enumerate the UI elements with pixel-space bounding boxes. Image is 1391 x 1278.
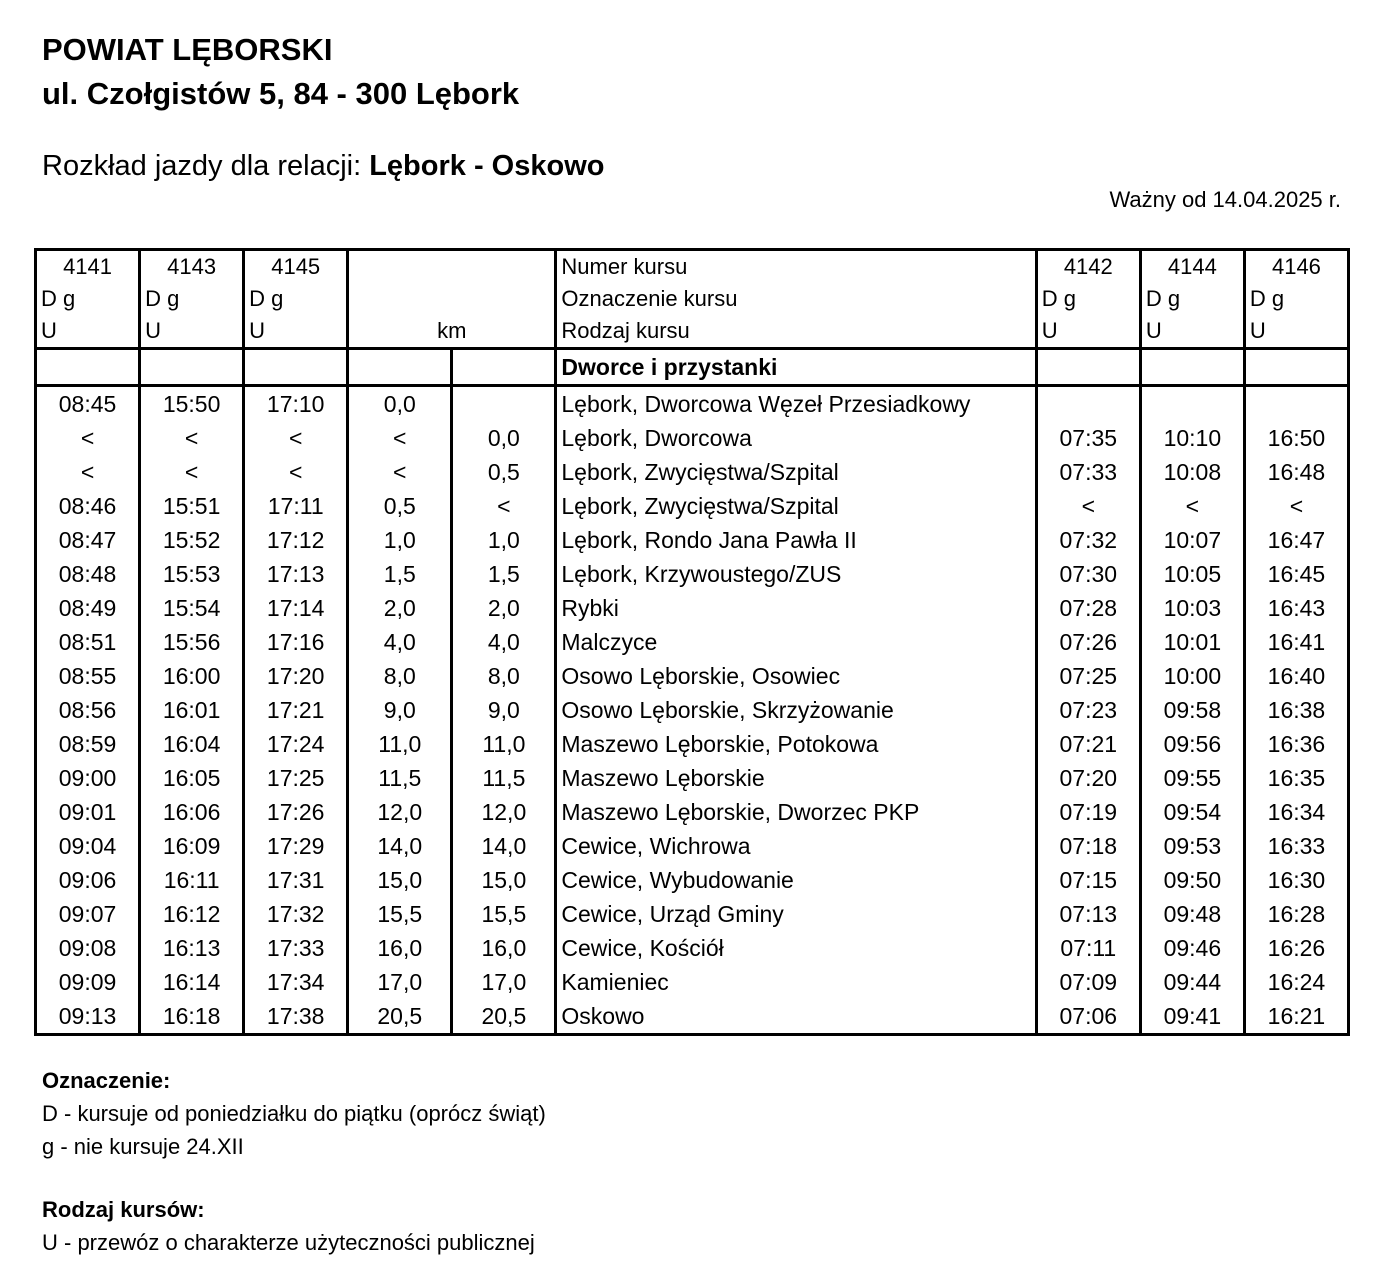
departure-time: 16:09 [140, 829, 244, 863]
table-row [36, 897, 1349, 931]
stop-name: Cewice, Kościół [556, 931, 1036, 965]
return-time: 07:23 [1036, 693, 1140, 727]
return-time: 16:43 [1244, 591, 1348, 625]
route-prefix: Rozkład jazdy dla relacji: [42, 150, 370, 182]
km-value: 4,0 [348, 625, 452, 659]
table-row [36, 455, 1349, 489]
km-value: 11,5 [452, 761, 556, 795]
departure-time: 16:01 [140, 693, 244, 727]
return-time: 09:50 [1140, 863, 1244, 897]
return-time: 07:20 [1036, 761, 1140, 795]
return-time: 16:33 [1244, 829, 1348, 863]
departure-time: 16:00 [140, 659, 244, 693]
departure-time: 08:56 [36, 693, 140, 727]
departure-time: 17:12 [244, 523, 348, 557]
departure-time: < [36, 455, 140, 489]
stop-name: Lębork, Rondo Jana Pawła II [556, 523, 1036, 557]
stop-name: Lębork, Dworcowa [556, 421, 1036, 455]
departure-time: 08:45 [36, 386, 140, 422]
km-value: 17,0 [348, 965, 452, 999]
return-time: 09:53 [1140, 829, 1244, 863]
table-row [36, 931, 1349, 965]
km-header-blank [348, 250, 556, 284]
return-time: 09:41 [1140, 999, 1244, 1035]
table-row [36, 625, 1349, 659]
stop-name: Maszewo Lęborskie, Potokowa [556, 727, 1036, 761]
stop-name: Oskowo [556, 999, 1036, 1035]
table-row [36, 386, 1349, 422]
departure-time: 16:14 [140, 965, 244, 999]
departure-time: 08:51 [36, 625, 140, 659]
departure-time: 15:50 [140, 386, 244, 422]
course-kind: U [244, 315, 348, 349]
return-time: 10:03 [1140, 591, 1244, 625]
return-time: 16:41 [1244, 625, 1348, 659]
km-value: 4,0 [452, 625, 556, 659]
return-time: 16:28 [1244, 897, 1348, 931]
course-marking: D g [1036, 283, 1140, 315]
course-marking: D g [1244, 283, 1348, 315]
return-time: 07:15 [1036, 863, 1140, 897]
return-time: 07:13 [1036, 897, 1140, 931]
row-course-marking [36, 283, 1349, 315]
return-time: 16:45 [1244, 557, 1348, 591]
return-time: 16:36 [1244, 727, 1348, 761]
return-time: 09:55 [1140, 761, 1244, 795]
return-time: 07:32 [1036, 523, 1140, 557]
stop-name: Kamieniec [556, 965, 1036, 999]
course-kind: U [1244, 315, 1348, 349]
departure-time: 17:34 [244, 965, 348, 999]
km-value: 0,0 [452, 421, 556, 455]
return-time: 16:34 [1244, 795, 1348, 829]
km-value: 2,0 [348, 591, 452, 625]
departure-time: 17:16 [244, 625, 348, 659]
return-time: 09:58 [1140, 693, 1244, 727]
departure-time: 17:14 [244, 591, 348, 625]
return-time: 09:46 [1140, 931, 1244, 965]
return-time: 07:35 [1036, 421, 1140, 455]
row-stops-header [36, 349, 1349, 386]
departure-time: 09:13 [36, 999, 140, 1035]
km-value: 1,0 [452, 523, 556, 557]
departure-time: 15:56 [140, 625, 244, 659]
course-number: 4144 [1140, 250, 1244, 284]
return-time: 09:56 [1140, 727, 1244, 761]
departure-time: 09:01 [36, 795, 140, 829]
departure-time: 09:07 [36, 897, 140, 931]
km-value: 11,5 [348, 761, 452, 795]
return-time: 07:26 [1036, 625, 1140, 659]
km-value: 11,0 [452, 727, 556, 761]
return-time: 07:25 [1036, 659, 1140, 693]
km-value: < [348, 455, 452, 489]
return-time: 10:07 [1140, 523, 1244, 557]
table-row [36, 693, 1349, 727]
km-value: 14,0 [348, 829, 452, 863]
course-number: 4146 [1244, 250, 1348, 284]
km-value: 1,5 [348, 557, 452, 591]
return-time: 16:40 [1244, 659, 1348, 693]
course-kind: U [1140, 315, 1244, 349]
table-row [36, 489, 1349, 523]
return-time [1036, 386, 1140, 422]
legend-marking-item: D - kursuje od poniedziałku do piątku (oprócz świąt) [42, 1101, 546, 1126]
table-row [36, 965, 1349, 999]
km-value: 15,5 [348, 897, 452, 931]
return-time: 09:48 [1140, 897, 1244, 931]
valid-from: Ważny od 14.04.2025 r. [1109, 187, 1341, 212]
departure-time: 17:31 [244, 863, 348, 897]
return-time: 16:47 [1244, 523, 1348, 557]
return-time: 07:28 [1036, 591, 1140, 625]
departure-time: 15:54 [140, 591, 244, 625]
return-time: < [1140, 489, 1244, 523]
org-header [42, 28, 519, 116]
return-time: 10:10 [1140, 421, 1244, 455]
km-value: 12,0 [348, 795, 452, 829]
return-time: 07:18 [1036, 829, 1140, 863]
departure-time: 15:52 [140, 523, 244, 557]
legend-marking-title: Oznaczenie: [42, 1068, 171, 1093]
departure-time: 08:55 [36, 659, 140, 693]
departure-time: < [140, 421, 244, 455]
return-time: 07:06 [1036, 999, 1140, 1035]
departure-time: < [140, 455, 244, 489]
return-time: 07:19 [1036, 795, 1140, 829]
km-value: 11,0 [348, 727, 452, 761]
departure-time: 08:48 [36, 557, 140, 591]
km-value: 17,0 [452, 965, 556, 999]
departure-time: 17:26 [244, 795, 348, 829]
km-value: < [452, 489, 556, 523]
table-row [36, 557, 1349, 591]
departure-time: 17:10 [244, 386, 348, 422]
stop-name: Lębork, Zwycięstwa/Szpital [556, 455, 1036, 489]
return-time: 16:26 [1244, 931, 1348, 965]
table-row [36, 761, 1349, 795]
table-row [36, 999, 1349, 1035]
stop-name: Maszewo Lęborskie [556, 761, 1036, 795]
return-time: 07:09 [1036, 965, 1140, 999]
departure-time: < [244, 455, 348, 489]
return-time: 07:11 [1036, 931, 1140, 965]
return-time: 16:35 [1244, 761, 1348, 795]
km-label: km [348, 315, 556, 349]
departure-time: < [36, 421, 140, 455]
departure-time: 17:29 [244, 829, 348, 863]
return-time: 16:38 [1244, 693, 1348, 727]
km-value: 15,0 [348, 863, 452, 897]
legend-kind-title: Rodzaj kursów: [42, 1197, 205, 1222]
departure-time: 09:08 [36, 931, 140, 965]
return-time [1140, 386, 1244, 422]
course-marking: D g [36, 283, 140, 315]
course-marking: D g [1140, 283, 1244, 315]
course-number: 4142 [1036, 250, 1140, 284]
course-number: 4145 [244, 250, 348, 284]
label-course-number: Numer kursu [556, 250, 1036, 284]
km-value: 8,0 [452, 659, 556, 693]
table-row [36, 795, 1349, 829]
stops-header: Dworce i przystanki [556, 349, 1036, 386]
row-course-number [36, 250, 1349, 284]
km-value: 12,0 [452, 795, 556, 829]
departure-time: 09:09 [36, 965, 140, 999]
timetable [34, 248, 1350, 1036]
km-value: 15,5 [452, 897, 556, 931]
course-number: 4141 [36, 250, 140, 284]
table-row [36, 659, 1349, 693]
course-marking: D g [244, 283, 348, 315]
km-value: 16,0 [452, 931, 556, 965]
departure-time: 17:20 [244, 659, 348, 693]
km-value: 9,0 [452, 693, 556, 727]
departure-time: 16:04 [140, 727, 244, 761]
stop-name: Maszewo Lęborskie, Dworzec PKP [556, 795, 1036, 829]
departure-time: 16:06 [140, 795, 244, 829]
return-time: 09:44 [1140, 965, 1244, 999]
table-row [36, 863, 1349, 897]
course-kind: U [36, 315, 140, 349]
departure-time: 09:00 [36, 761, 140, 795]
course-marking: D g [140, 283, 244, 315]
km-value: 0,5 [348, 489, 452, 523]
km-value: 8,0 [348, 659, 452, 693]
km-value: < [348, 421, 452, 455]
km-value: 14,0 [452, 829, 556, 863]
stop-name: Osowo Lęborskie, Skrzyżowanie [556, 693, 1036, 727]
stop-name: Lębork, Krzywoustego/ZUS [556, 557, 1036, 591]
stop-name: Osowo Lęborskie, Osowiec [556, 659, 1036, 693]
return-time: 10:01 [1140, 625, 1244, 659]
return-time: 10:08 [1140, 455, 1244, 489]
stop-name: Cewice, Urząd Gminy [556, 897, 1036, 931]
departure-time: 17:25 [244, 761, 348, 795]
table-row [36, 829, 1349, 863]
departure-time: 08:46 [36, 489, 140, 523]
return-time: 10:05 [1140, 557, 1244, 591]
course-kind: U [1036, 315, 1140, 349]
return-time: < [1244, 489, 1348, 523]
km-value: 1,5 [452, 557, 556, 591]
course-kind: U [140, 315, 244, 349]
km-value: 9,0 [348, 693, 452, 727]
stop-name: Lębork, Dworcowa Węzeł Przesiadkowy [556, 386, 1036, 422]
departure-time: 17:33 [244, 931, 348, 965]
return-time: 16:21 [1244, 999, 1348, 1035]
table-row [36, 523, 1349, 557]
km-value: 2,0 [452, 591, 556, 625]
table-row [36, 591, 1349, 625]
departure-time: 15:51 [140, 489, 244, 523]
return-time: 07:30 [1036, 557, 1140, 591]
departure-time: 17:11 [244, 489, 348, 523]
departure-time: 17:24 [244, 727, 348, 761]
departure-time: 16:18 [140, 999, 244, 1035]
legend-kind-item: U - przewóz o charakterze użyteczności publicznej [42, 1230, 535, 1255]
km-value: 0,0 [348, 386, 452, 422]
departure-time: 09:04 [36, 829, 140, 863]
row-course-kind [36, 315, 1349, 349]
return-time: < [1036, 489, 1140, 523]
org-address: ul. Czołgistów 5, 84 - 300 Lębork [42, 76, 520, 111]
departure-time: 08:47 [36, 523, 140, 557]
return-time: 16:24 [1244, 965, 1348, 999]
departure-time: 16:13 [140, 931, 244, 965]
stop-name: Rybki [556, 591, 1036, 625]
route-title [42, 148, 604, 184]
departure-time: 09:06 [36, 863, 140, 897]
departure-time: 16:05 [140, 761, 244, 795]
departure-time: 17:13 [244, 557, 348, 591]
km-value: 20,5 [348, 999, 452, 1035]
departure-time: 16:11 [140, 863, 244, 897]
course-number: 4143 [140, 250, 244, 284]
return-time: 16:48 [1244, 455, 1348, 489]
route-name: Lębork - Oskowo [369, 150, 605, 182]
stop-name: Cewice, Wichrowa [556, 829, 1036, 863]
label-course-kind: Rodzaj kursu [556, 315, 1036, 349]
km-value [452, 386, 556, 422]
return-time: 07:21 [1036, 727, 1140, 761]
km-value: 0,5 [452, 455, 556, 489]
return-time: 16:50 [1244, 421, 1348, 455]
return-time: 07:33 [1036, 455, 1140, 489]
return-time: 10:00 [1140, 659, 1244, 693]
departure-time: < [244, 421, 348, 455]
departure-time: 08:49 [36, 591, 140, 625]
return-time: 09:54 [1140, 795, 1244, 829]
km-value: 1,0 [348, 523, 452, 557]
departure-time: 08:59 [36, 727, 140, 761]
return-time: 16:30 [1244, 863, 1348, 897]
km-value: 15,0 [452, 863, 556, 897]
stop-name: Cewice, Wybudowanie [556, 863, 1036, 897]
legend [42, 1064, 546, 1259]
departure-time: 15:53 [140, 557, 244, 591]
table-row [36, 727, 1349, 761]
stop-name: Malczyce [556, 625, 1036, 659]
departure-time: 17:38 [244, 999, 348, 1035]
departure-time: 17:32 [244, 897, 348, 931]
label-course-marking: Oznaczenie kursu [556, 283, 1036, 315]
return-time [1244, 386, 1348, 422]
departure-time: 16:12 [140, 897, 244, 931]
table-row [36, 421, 1349, 455]
org-name: POWIAT LĘBORSKI [42, 32, 333, 67]
km-value: 20,5 [452, 999, 556, 1035]
km-value: 16,0 [348, 931, 452, 965]
departure-time: 17:21 [244, 693, 348, 727]
stop-name: Lębork, Zwycięstwa/Szpital [556, 489, 1036, 523]
legend-marking-item: g - nie kursuje 24.XII [42, 1134, 244, 1159]
